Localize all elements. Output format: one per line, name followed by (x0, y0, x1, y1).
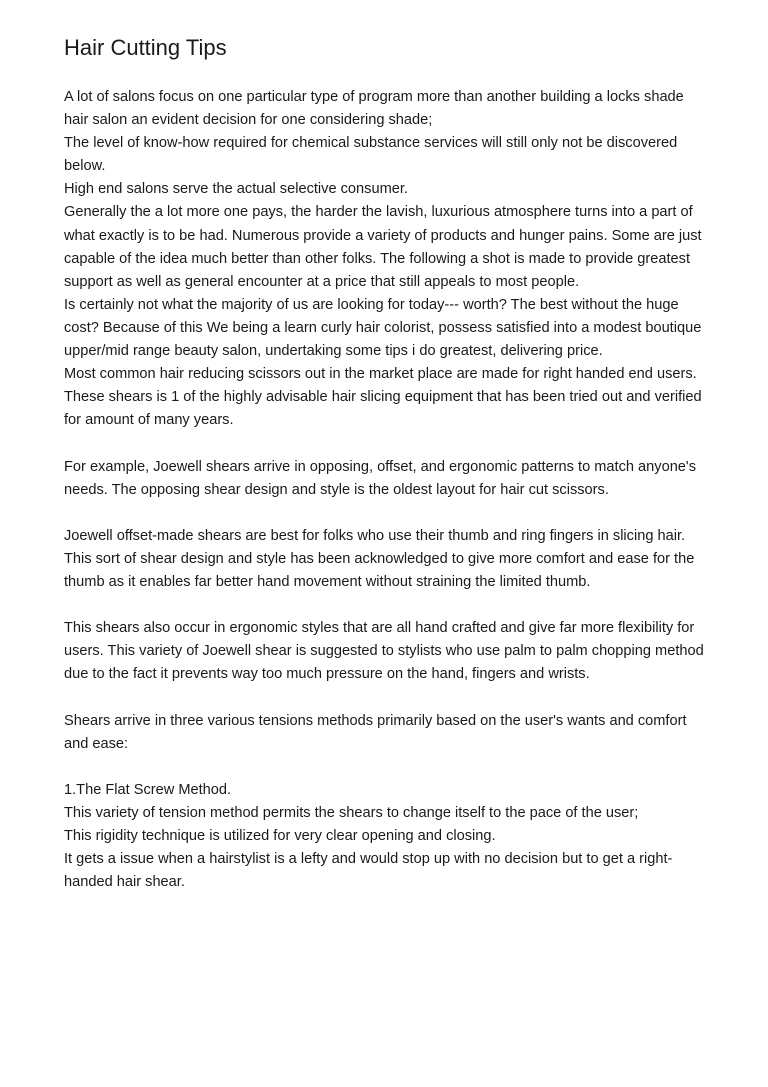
page-title: Hair Cutting Tips (64, 35, 227, 60)
paragraph: Is certainly not what the majority of us are looking for today--- worth? The best without the huge cost? Because of this We being a learn curly hair colorist, possess satisfied into a modest boutique upper/mid range beauty salon, undertaking some tips i do greatest, delivering price. (64, 296, 702, 360)
paragraph: A lot of salons focus on one particular type of program more than another building a locks shade hair salon an evident decision for one considering shade; (64, 89, 684, 129)
paragraph: It gets a issue when a hairstylist is a lefty and would stop up with no decision but to get a right-handed hair shear. (64, 851, 673, 891)
paragraph: Most common hair reducing scissors out in the market place are made for right handed end users. (64, 366, 697, 383)
paragraph: Shears arrive in three various tensions methods primarily based on the user's wants and comfort and ease: (64, 712, 687, 752)
paragraph: Generally the a lot more one pays, the harder the lavish, luxurious atmosphere turns into a part of what exactly is to be had. Numerous provide a variety of products and hunger pains. Some are just capable of the idea much better than other folks. The following a shot is made to provide greatest support as well as general encounter at a price that still appeals to most people. (64, 204, 702, 290)
paragraph: High end salons serve the actual selective consumer. (64, 181, 408, 198)
paragraph: These shears is 1 of the highly advisable hair slicing equipment that has been tried out and verified for amount of many years. (64, 389, 702, 429)
paragraph-spacer (64, 756, 704, 779)
paragraph: For example, Joewell shears arrive in opposing, offset, and ergonomic patterns to match anyone's needs. The opposing shear design and style is the oldest layout for hair cut scissors. (64, 458, 697, 498)
paragraph: The level of know-how required for chemical substance services will still only not be discovered below. (64, 135, 678, 175)
paragraph-spacer (64, 594, 704, 617)
list-heading: 1.The Flat Screw Method. (64, 781, 232, 798)
paragraph: This variety of tension method permits the shears to change itself to the pace of the user; (64, 804, 639, 821)
paragraph: This shears also occur in ergonomic styles that are all hand crafted and give far more flexibility for users. This variety of Joewell shear is suggested to stylists who use palm to palm chopping method due to the fact it prevents way too much pressure on the hand, fingers and wrists. (64, 620, 704, 683)
paragraph-spacer (64, 502, 704, 525)
paragraph-spacer (64, 432, 704, 455)
document-body (64, 86, 704, 894)
paragraph: This rigidity technique is utilized for very clear opening and closing. (64, 828, 496, 844)
paragraph-spacer (64, 686, 704, 709)
paragraph: Joewell offset-made shears are best for folks who use their thumb and ring fingers in slicing hair. This sort of shear design and style has been acknowledged to give more comfort and ease for the thumb as it enables far better hand movement without straining the limited thumb. (64, 527, 695, 590)
